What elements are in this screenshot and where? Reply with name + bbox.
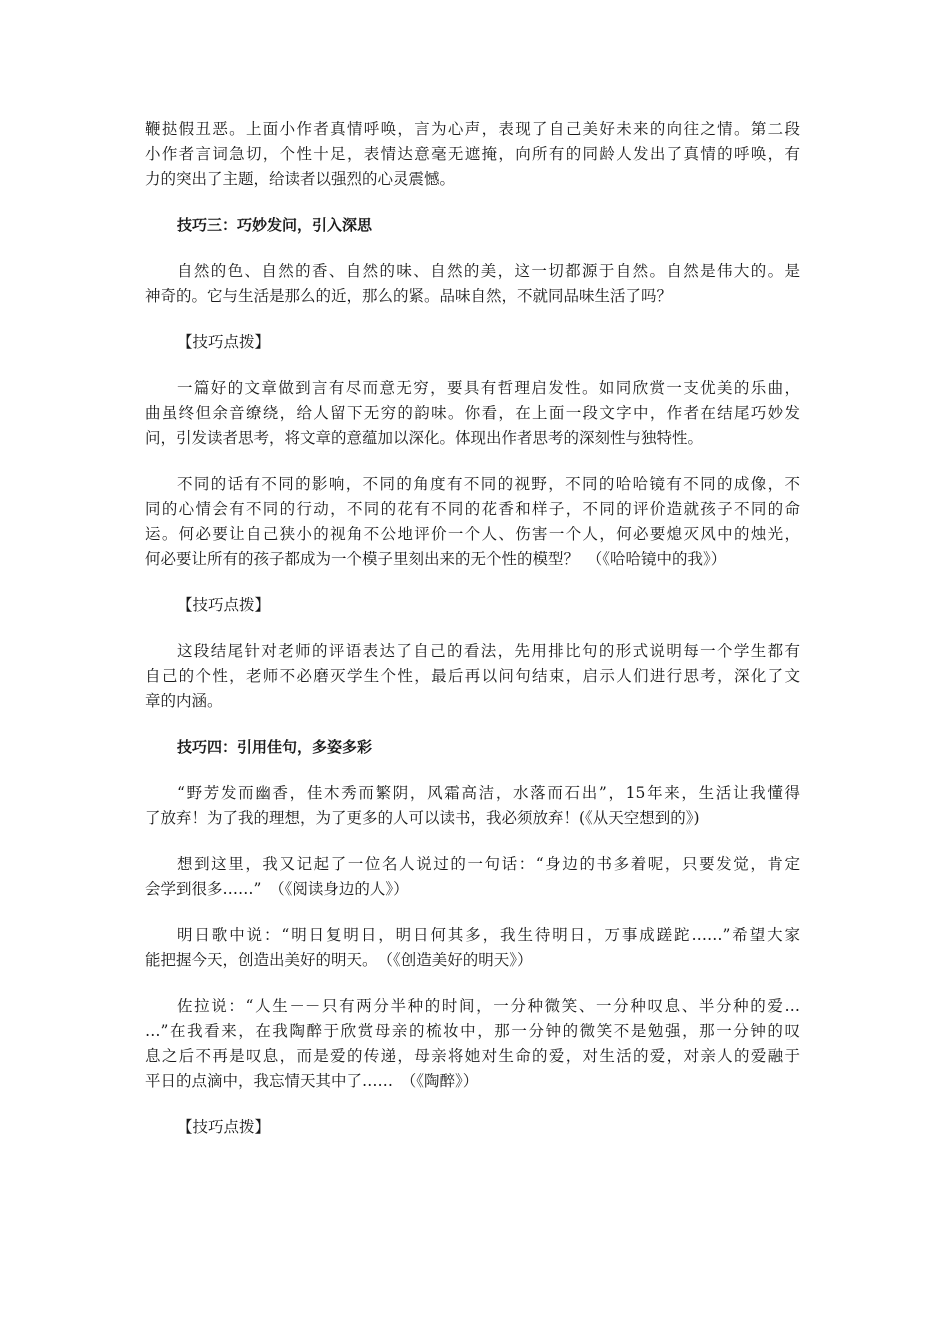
- paragraph-line: 明日歌中说：“明日复明日，明日何其多，我生待明日，万事成蹉跎……”希望大家: [177, 926, 800, 944]
- paragraph-line: 一篇好的文章做到言有尽而意无穷，要具有哲理启发性。如同欣赏一支优美的乐曲，: [177, 379, 800, 397]
- paragraph: [145, 639, 800, 714]
- paragraph-line: 问，引发读者思考，将文章的意蕴加以深化。体现出作者思考的深刻性与独特性。: [145, 429, 704, 447]
- paragraph: [145, 852, 800, 902]
- paragraph-line: 想到这里，我又记起了一位名人说过的一句话：“身边的书多着呢，只要发觉，肯定: [177, 855, 800, 873]
- paragraph: [145, 117, 800, 192]
- paragraph-line: 曲虽终但余音缭绕，给人留下无穷的韵味。你看，在上面一段文字中，作者在结尾巧妙发: [145, 404, 800, 422]
- paragraph-line: 不同的话有不同的影响，不同的角度有不同的视野，不同的哈哈镜有不同的成像，不: [177, 475, 800, 493]
- paragraph-line: 佐拉说：“人生－－只有两分半种的时间，一分种微笑、一分种叹息、半分种的爱…: [177, 997, 800, 1015]
- paragraph-line: 自己的个性，老师不必磨灭学生个性，最后再以问句结束，启示人们进行思考，深化了文: [145, 667, 800, 685]
- paragraph: [145, 994, 800, 1094]
- paragraph: [145, 376, 800, 451]
- paragraph-line: 力的突出了主题，给读者以强烈的心灵震憾。: [145, 170, 456, 188]
- paragraph-line: 小作者言词急切，个性十足，表情达意毫无遮掩，向所有的同龄人发出了真情的呼唤，有: [145, 145, 800, 163]
- paragraph-line: 自然的色、自然的香、自然的味、自然的美，这一切都源于自然。自然是伟大的。是: [177, 262, 800, 280]
- paragraph-line: 章的内涵。: [145, 692, 223, 710]
- paragraph-line: …”在我看来，在我陶醉于欣赏母亲的梳妆中，那一分钟的微笑不是勉强，那一分钟的叹: [145, 1022, 800, 1040]
- paragraph-line: 了放弃！为了我的理想，为了更多的人可以读书，我必须放弃！(《从天空想到的》): [145, 809, 700, 827]
- paragraph-line: 会学到很多……” （《阅读身边的人》）: [145, 880, 409, 898]
- paragraph: [145, 781, 800, 831]
- paragraph-line: 这段结尾针对老师的评语表达了自己的看法，先用排比句的形式说明每一个学生都有: [177, 642, 800, 660]
- paragraph-line: 何必要让所有的孩子都成为一个模子里刻出来的无个性的模型？ （《哈哈镜中的我》）: [145, 550, 727, 568]
- paragraph: [145, 259, 800, 309]
- tip-label: 【技巧点拨】: [177, 333, 271, 351]
- paragraph-line: 同的心情会有不同的行动，不同的花有不同的花香和样子，不同的评价造就孩子不同的命: [145, 500, 800, 518]
- tip-label: 【技巧点拨】: [177, 1118, 271, 1136]
- paragraph-line: 神奇的。它与生活是那么的近，那么的紧。品味自然，不就同品味生活了吗？: [145, 287, 673, 305]
- paragraph-line: “野芳发而幽香，佳木秀而繁阴，风霜高洁，水落而石出”，15年来，生活让我懂得: [177, 784, 800, 802]
- paragraph-line: 运。何必要让自己狭小的视角不公地评价一个人、伤害一个人，何必要熄灭风中的烛光，: [145, 525, 800, 543]
- tip-label: 【技巧点拨】: [177, 596, 271, 614]
- paragraph-line: 能把握今天，创造出美好的明天。 （《创造美好的明天》）: [145, 951, 533, 969]
- paragraph-line: 息之后不再是叹息，而是爱的传递，母亲将她对生命的爱，对生活的爱，对亲人的爱融于: [145, 1047, 800, 1065]
- document-page: [145, 117, 800, 1161]
- paragraph: [145, 923, 800, 973]
- paragraph-line: 平日的点滴中，我忘情天其中了…… （《陶醉》）: [145, 1072, 479, 1090]
- section-heading: 技巧三：巧妙发问，引入深思: [177, 216, 373, 234]
- paragraph: [145, 472, 800, 572]
- section-heading: 技巧四：引用佳句，多姿多彩: [177, 738, 373, 756]
- paragraph-line: 鞭挞假丑恶。上面小作者真情呼唤，言为心声，表现了自己美好未来的向往之情。第二段: [145, 120, 800, 138]
